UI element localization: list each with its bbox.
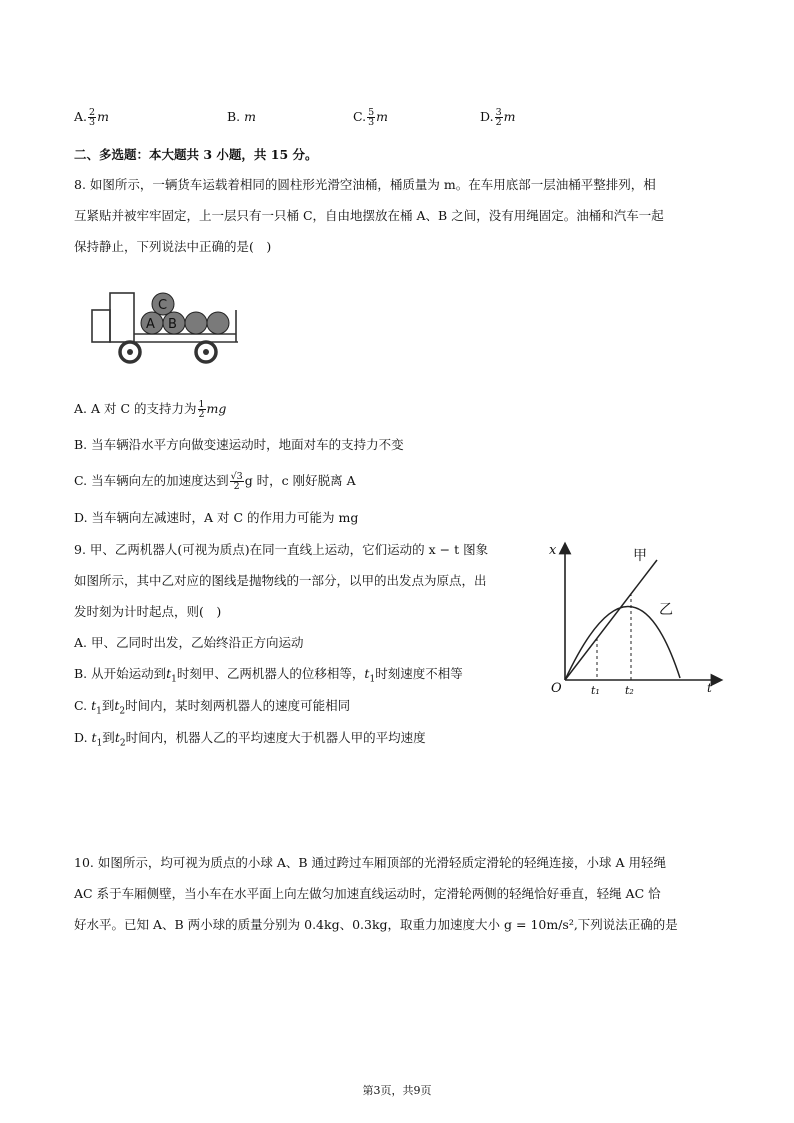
q8-option-d: D. 当车辆向左减速时，A 对 C 的作用力可能为 mg (74, 510, 359, 525)
q10-text-line-3: 好水平。已知 A、B 两小球的质量分别为 0.4kg、0.3kg，取重力加速度大小 g = 10m/s²,下列说法正确的是 (74, 917, 678, 932)
q8-option-c: C. 当车辆向左的加速度达到 $\frac{√3}{2}$ g 时，c 刚好脱离 A (74, 471, 356, 492)
label-yi: 乙 (659, 602, 673, 618)
q8-text-line-3: 保持静止，下列说法中正确的是( ) (74, 239, 272, 254)
label-origin: O (551, 681, 562, 696)
section-heading: 二、多选题：本大题共 3 小题，共 15 分。 (74, 147, 318, 162)
barrel-3 (185, 312, 207, 334)
truck-front (110, 293, 134, 342)
label-b: B (168, 317, 177, 332)
q8-option-a: A. A 对 C 的支持力为 $\frac{1}{2}$ mg (74, 399, 227, 420)
q8-option-b: B. 当车辆沿水平方向做变速运动时，地面对车的支持力不变 (74, 437, 404, 452)
label-c: C (158, 298, 168, 313)
q9-text-line-3: 发时刻为计时起点，则( ) (74, 604, 222, 619)
label-a: A (146, 317, 155, 332)
label-t-axis: t (707, 681, 712, 695)
truck-figure (90, 288, 240, 366)
option-c: C. $\frac{5}{3}$ m (353, 107, 388, 128)
label-jia: 甲 (633, 548, 647, 564)
q8-text-line-2: 互紧贴并被牢牢固定，上一层只有一只桶 C，自由地摆放在桶 A、B 之间，没有用绳固定。油桶和汽车一起 (74, 208, 664, 223)
line-jia (565, 560, 657, 680)
option-d: D. $\frac{3}{2}$ m (480, 107, 516, 128)
q10-text-line-2: AC 系于车厢侧壁，当小车在水平面上向左做匀加速直线运动时，定滑轮两侧的轻绳恰好垂直，轻绳 AC 恰 (74, 886, 661, 901)
q9-option-c: C. $t_1$到$t_2$时间内，某时刻两机器人的速度可能相同 (74, 698, 351, 717)
truck-cab (92, 310, 110, 342)
q9-option-b: B. 从开始运动到$t_1$时刻甲、乙两机器人的位移相等，$t_1$时刻速度不相等 (74, 666, 463, 685)
q10-text-line-1: 10. 如图所示，均可视为质点的小球 A、B 通过跨过车厢顶部的光滑轻质定滑轮的轻绳连接，小球 A 用轻绳 (74, 855, 666, 870)
label-t2: t₂ (625, 684, 634, 697)
q9-option-a: A. 甲、乙同时出发，乙始终沿正方向运动 (74, 635, 304, 650)
q9-option-d: D. $t_1$到$t_2$时间内，机器人乙的平均速度大于机器人甲的平均速度 (74, 730, 426, 749)
page-footer: 第3页，共9页 (362, 1084, 432, 1097)
label-x-axis: x (549, 543, 557, 558)
q9-text-line-2: 如图所示，其中乙对应的图线是抛物线的一部分，以甲的出发点为原点，出 (74, 573, 487, 588)
option-a: A. $\frac{2}{3}$ m (74, 107, 109, 128)
q9-text-line-1: 9. 甲、乙两机器人(可视为质点)在同一直线上运动，它们运动的 x − t 图象 (74, 542, 489, 557)
barrel-4 (207, 312, 229, 334)
label-t1: t₁ (591, 684, 600, 697)
option-b: B. m (227, 109, 257, 124)
xt-graph (535, 540, 725, 700)
q8-text-line-1: 8. 如图所示，一辆货车运载着相同的圆柱形光滑空油桶，桶质量为 m。在车用底部一层油桶平整排列，相 (74, 177, 656, 192)
